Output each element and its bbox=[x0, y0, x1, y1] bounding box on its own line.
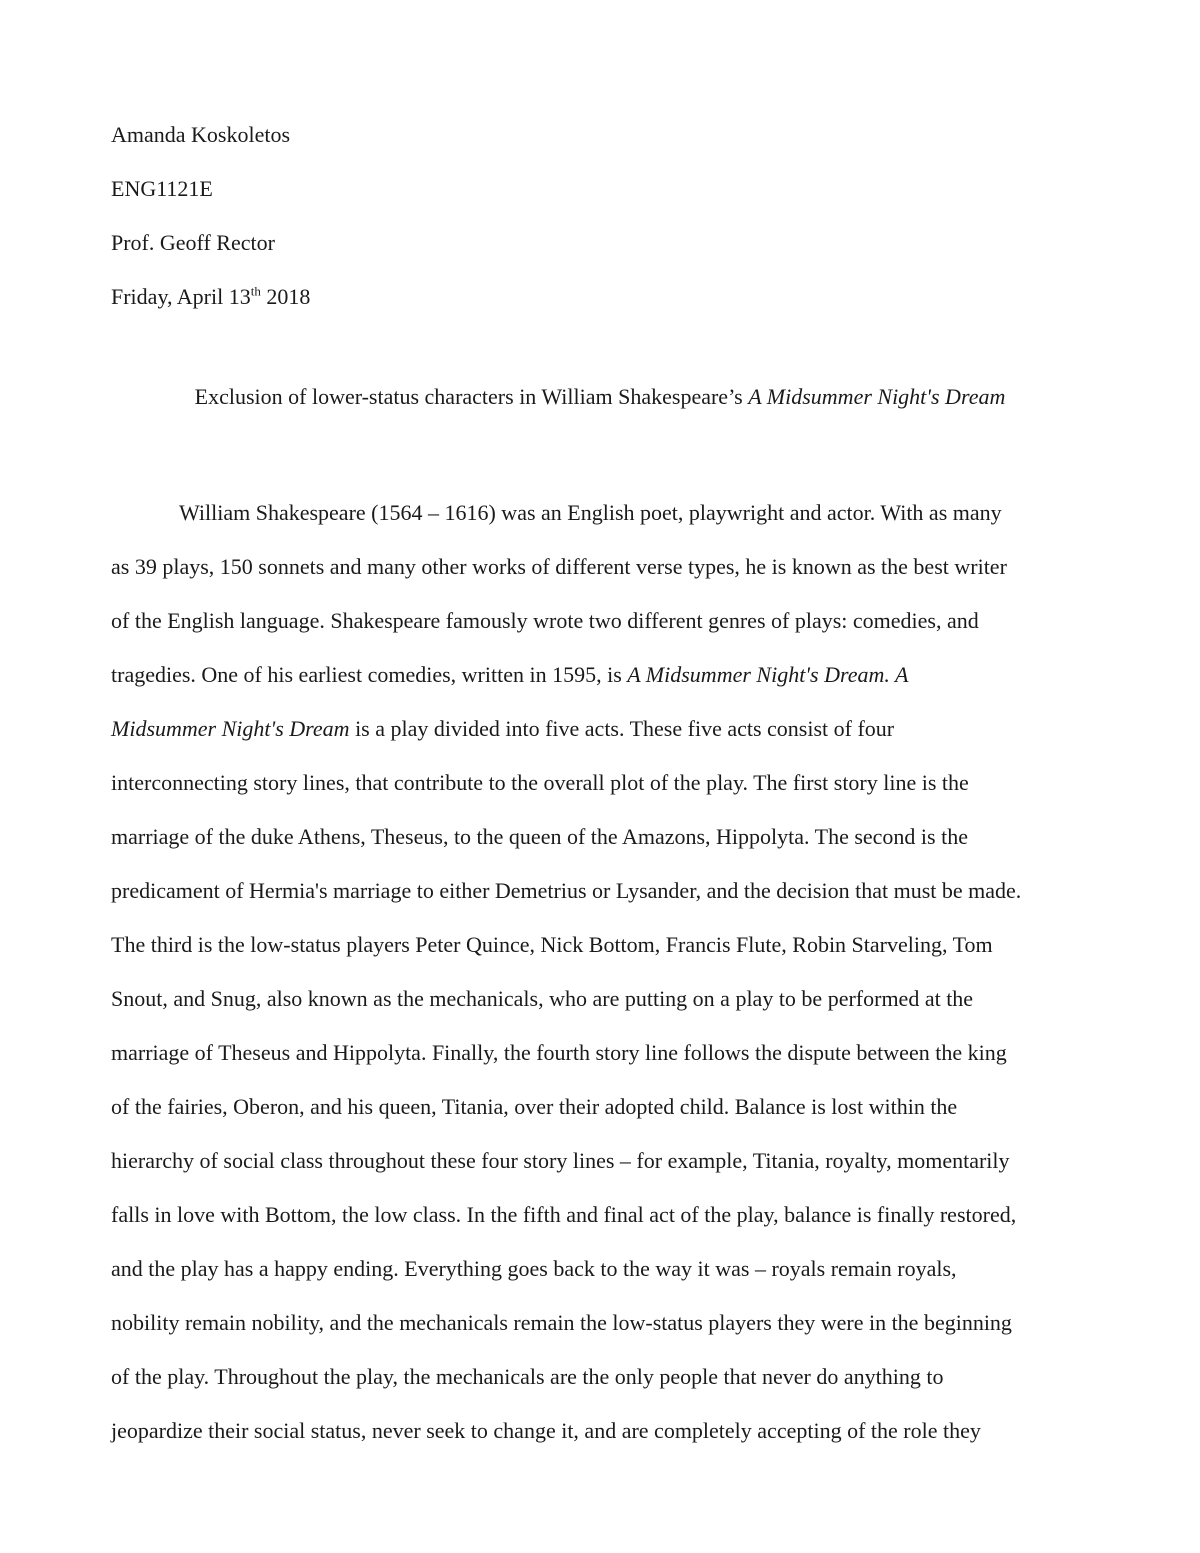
author-name: Amanda Koskoletos bbox=[111, 122, 291, 147]
body-line: of the fairies, Oberon, and his queen, Titania, over their adopted child. Balance is lost within the bbox=[111, 1094, 958, 1119]
course-code: ENG1121E bbox=[111, 176, 213, 201]
submission-date bbox=[111, 270, 310, 324]
body-line: as 39 plays, 150 sonnets and many other works of different verse types, he is known as the best writer bbox=[111, 554, 1007, 579]
date-prefix: Friday, April 13 bbox=[111, 284, 251, 309]
professor-name: Prof. Geoff Rector bbox=[111, 230, 275, 255]
body-line-plain: tragedies. One of his earliest comedies, written in 1595, is bbox=[111, 662, 628, 687]
body-line: hierarchy of social class throughout these four story lines – for example, Titania, royalty, momentarily bbox=[111, 1148, 1010, 1173]
essay-body bbox=[111, 486, 1091, 1458]
date-suffix: 2018 bbox=[260, 284, 311, 309]
body-line-italic: Midsummer Night's Dream bbox=[111, 716, 350, 741]
body-line: marriage of Theseus and Hippolyta. Finally, the fourth story line follows the dispute between the king bbox=[111, 1040, 1007, 1065]
body-line: falls in love with Bottom, the low class. In the fifth and final act of the play, balance is finally restored, bbox=[111, 1202, 1017, 1227]
title-plain: Exclusion of lower-status characters in William Shakespeare’s bbox=[194, 384, 749, 409]
body-line-plain: is a play divided into five acts. These five acts consist of four bbox=[349, 716, 895, 741]
body-line: of the English language. Shakespeare famously wrote two different genres of plays: comedies, and bbox=[111, 608, 979, 633]
body-line: The third is the low-status players Peter Quince, Nick Bottom, Francis Flute, Robin Starveling, Tom bbox=[111, 932, 993, 957]
body-line: William Shakespeare (1564 – 1616) was an English poet, playwright and actor. With as many bbox=[179, 500, 1002, 525]
date-ordinal: th bbox=[250, 283, 261, 299]
body-line: interconnecting story lines, that contribute to the overall plot of the play. The first story line is the bbox=[111, 770, 969, 795]
body-line: of the play. Throughout the play, the mechanicals are the only people that never do anything to bbox=[111, 1364, 944, 1389]
body-line: jeopardize their social status, never seek to change it, and are completely accepting of the role they bbox=[111, 1418, 981, 1443]
body-line: predicament of Hermia's marriage to either Demetrius or Lysander, and the decision that must be made. bbox=[111, 878, 1022, 903]
body-line bbox=[111, 702, 1091, 756]
body-line bbox=[111, 648, 1091, 702]
body-line: nobility remain nobility, and the mechanicals remain the low-status players they were in the beginning bbox=[111, 1310, 1012, 1335]
title-italic: A Midsummer Night's Dream bbox=[748, 384, 1006, 409]
body-line-italic: A Midsummer Night's Dream. A bbox=[627, 662, 909, 687]
essay-title bbox=[0, 377, 1200, 417]
header-block bbox=[111, 108, 310, 324]
body-line: and the play has a happy ending. Everything goes back to the way it was – royals remain royals, bbox=[111, 1256, 957, 1281]
body-line: Snout, and Snug, also known as the mechanicals, who are putting on a play to be performed at the bbox=[111, 986, 974, 1011]
body-line: marriage of the duke Athens, Theseus, to the queen of the Amazons, Hippolyta. The second is the bbox=[111, 824, 968, 849]
